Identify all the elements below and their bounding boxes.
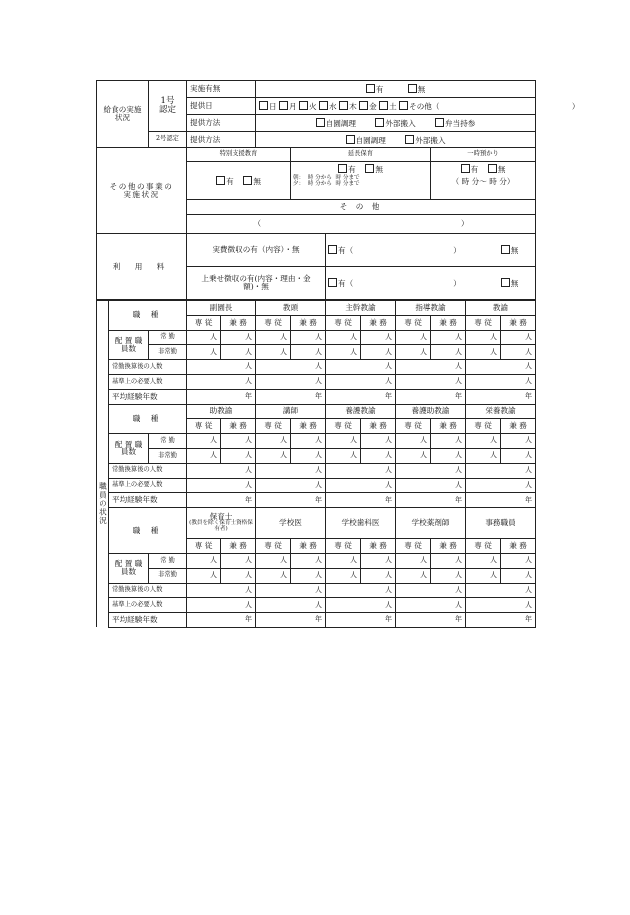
count-cell[interactable]: 人 <box>431 345 466 360</box>
yes-open: 有（ <box>338 279 354 289</box>
form-page <box>96 80 580 628</box>
summary-cell[interactable]: 年 <box>466 613 536 628</box>
summary-cell[interactable]: 年 <box>466 389 536 404</box>
evening-time <box>291 182 430 188</box>
full-time-header: 専 従 <box>396 419 431 434</box>
converted-label: 常勤換算後の人数 <box>109 583 187 598</box>
summary-cell[interactable]: 人 <box>256 478 326 493</box>
count-cell[interactable]: 人 <box>501 345 536 360</box>
summary-cell[interactable]: 人 <box>187 583 256 598</box>
part-time-header: 兼 務 <box>361 315 396 330</box>
count-cell[interactable]: 人 <box>221 568 256 583</box>
count-cell[interactable]: 人 <box>187 553 221 568</box>
count-cell[interactable]: 人 <box>326 434 361 449</box>
summary-cell[interactable]: 人 <box>396 478 466 493</box>
part-time-header: 兼 務 <box>431 315 466 330</box>
part-time-header: 兼 務 <box>291 315 326 330</box>
count-cell[interactable]: 人 <box>361 330 396 345</box>
job-name: 副園長 <box>187 301 256 316</box>
count-cell[interactable]: 人 <box>466 553 501 568</box>
summary-cell[interactable]: 人 <box>256 583 326 598</box>
extended-care-options <box>291 162 431 200</box>
yes-checkbox[interactable] <box>328 245 337 254</box>
full-time-header: 専 従 <box>396 539 431 554</box>
count-cell[interactable]: 人 <box>221 553 256 568</box>
full-time-header: 専 従 <box>187 315 221 330</box>
part-time-header: 兼 務 <box>431 539 466 554</box>
count-cell[interactable]: 人 <box>187 330 221 345</box>
day-checkbox[interactable] <box>279 101 288 110</box>
count-cell[interactable]: 人 <box>396 568 431 583</box>
summary-cell[interactable]: 人 <box>326 463 396 478</box>
count-cell[interactable]: 人 <box>431 330 466 345</box>
summary-cell[interactable]: 年 <box>326 389 396 404</box>
job-name: 指導教諭 <box>396 301 466 316</box>
count-cell[interactable]: 人 <box>221 448 256 463</box>
method-checkbox[interactable] <box>346 135 355 144</box>
regular-label: 常 勤 <box>149 330 187 345</box>
summary-cell[interactable]: 人 <box>466 478 536 493</box>
yes-checkbox[interactable] <box>366 84 375 93</box>
yes-checkbox[interactable] <box>461 164 470 173</box>
yes-label: 有 <box>470 165 479 174</box>
count-cell[interactable]: 人 <box>291 568 326 583</box>
count-cell[interactable]: 人 <box>466 448 501 463</box>
count-cell[interactable]: 人 <box>501 568 536 583</box>
no-checkbox[interactable] <box>365 164 374 173</box>
summary-cell[interactable]: 人 <box>187 478 256 493</box>
summary-cell[interactable]: 年 <box>396 613 466 628</box>
count-cell[interactable]: 人 <box>291 553 326 568</box>
day-checkbox[interactable] <box>319 101 328 110</box>
job-name: 養護助教諭 <box>396 404 466 419</box>
close-paren: ） <box>453 246 461 256</box>
job-title: 保育士 <box>209 512 233 522</box>
summary-cell[interactable]: 人 <box>466 583 536 598</box>
no-label: 無 <box>510 246 519 256</box>
time-from: 時 分から <box>307 180 332 187</box>
fees-label: 利 用 料 <box>97 234 187 300</box>
other-day-close: ） <box>571 102 580 112</box>
count-cell[interactable]: 人 <box>396 330 431 345</box>
temp-care-label: 一時預かり <box>431 148 536 162</box>
summary-cell[interactable]: 人 <box>256 360 326 375</box>
summary-cell[interactable]: 人 <box>256 463 326 478</box>
count-cell[interactable]: 人 <box>326 448 361 463</box>
count-cell[interactable]: 人 <box>466 568 501 583</box>
yes-checkbox[interactable] <box>328 278 337 287</box>
placement-label <box>109 330 149 360</box>
count-cell[interactable]: 人 <box>361 345 396 360</box>
method-label: 弁当持参 <box>445 119 476 129</box>
facility-status-form <box>96 80 580 300</box>
day-label: 水 <box>329 102 337 112</box>
day-label: 土 <box>389 102 397 112</box>
summary-cell[interactable]: 人 <box>187 598 256 613</box>
full-time-header: 専 従 <box>187 539 221 554</box>
close-paren: ） <box>453 279 461 289</box>
other-field[interactable] <box>187 215 536 234</box>
non-regular-label: 非常勤 <box>149 568 187 583</box>
count-cell[interactable]: 人 <box>256 330 291 345</box>
summary-cell[interactable]: 人 <box>326 374 396 389</box>
job-name: 学校薬剤師 <box>396 508 466 539</box>
full-time-header: 専 従 <box>326 419 361 434</box>
other-label: そ の 他 <box>187 200 536 215</box>
actual-cost-options <box>326 234 536 267</box>
regular-label: 常 勤 <box>149 434 187 449</box>
count-cell[interactable]: 人 <box>501 330 536 345</box>
count-cell[interactable]: 人 <box>291 330 326 345</box>
type2-label: 2号認定 <box>149 132 187 148</box>
meal-section-label: 給食の実施状況 <box>97 81 149 148</box>
required-label: 基準上の必要人数 <box>109 374 187 389</box>
time-to: 時 分まで <box>335 180 360 187</box>
method-checkbox[interactable] <box>375 118 384 127</box>
count-cell[interactable]: 人 <box>326 553 361 568</box>
count-cell[interactable]: 人 <box>431 553 466 568</box>
full-time-header: 専 従 <box>466 539 501 554</box>
regular-label: 常 勤 <box>149 553 187 568</box>
placement-text: 配 置 職員数 <box>114 439 143 457</box>
staff-section-label <box>97 301 109 628</box>
method-label-1: 提供方法 <box>187 115 256 132</box>
full-time-header: 専 従 <box>466 315 501 330</box>
yes-checkbox[interactable] <box>338 164 347 173</box>
count-cell[interactable]: 人 <box>396 448 431 463</box>
required-label: 基準上の必要人数 <box>109 478 187 493</box>
surcharge-options <box>326 267 536 300</box>
converted-label: 常勤換算後の人数 <box>109 360 187 375</box>
summary-cell[interactable]: 人 <box>466 463 536 478</box>
morning-label: 朝： <box>293 174 305 181</box>
part-time-header: 兼 務 <box>361 419 396 434</box>
summary-cell[interactable]: 年 <box>256 613 326 628</box>
count-cell[interactable]: 人 <box>221 330 256 345</box>
summary-cell[interactable]: 人 <box>466 598 536 613</box>
method-label: 外部搬入 <box>385 119 416 129</box>
method-checkbox[interactable] <box>405 135 414 144</box>
actual-cost-label: 実費徴収の有（内容）・無 <box>187 234 326 267</box>
placement-text: 配 置 職員数 <box>114 335 143 353</box>
method-checkbox[interactable] <box>316 118 325 127</box>
yes-open: 有（ <box>338 246 354 256</box>
no-label: 無 <box>253 176 261 186</box>
summary-cell[interactable]: 人 <box>466 374 536 389</box>
job-name: 教頭 <box>256 301 326 316</box>
special-support-label: 特別支援教育 <box>187 148 291 162</box>
implementation-options <box>256 81 536 98</box>
count-cell[interactable]: 人 <box>396 553 431 568</box>
part-time-header: 兼 務 <box>221 315 256 330</box>
non-regular-label: 非常勤 <box>149 448 187 463</box>
count-cell[interactable]: 人 <box>396 434 431 449</box>
summary-cell[interactable]: 人 <box>396 360 466 375</box>
part-time-header: 兼 務 <box>501 315 536 330</box>
job-name: 学校歯科医 <box>326 508 396 539</box>
yes-label: 有 <box>375 85 384 95</box>
count-cell[interactable]: 人 <box>291 448 326 463</box>
summary-cell[interactable]: 人 <box>326 360 396 375</box>
other-day-label: その他（ <box>409 102 440 112</box>
count-cell[interactable]: 人 <box>466 330 501 345</box>
count-cell[interactable]: 人 <box>466 434 501 449</box>
no-label: 無 <box>375 165 383 174</box>
job-name: 教諭 <box>466 301 536 316</box>
summary-cell[interactable]: 人 <box>326 583 396 598</box>
summary-cell[interactable]: 年 <box>466 493 536 508</box>
job-type-label: 職 種 <box>109 404 187 434</box>
method-label-2: 提供方法 <box>187 132 256 148</box>
required-label: 基準上の必要人数 <box>109 598 187 613</box>
summary-cell[interactable]: 人 <box>187 374 256 389</box>
count-cell[interactable]: 人 <box>361 568 396 583</box>
day-checkbox[interactable] <box>259 101 268 110</box>
count-cell[interactable]: 人 <box>466 345 501 360</box>
no-checkbox[interactable] <box>488 164 497 173</box>
full-time-header: 専 従 <box>256 539 291 554</box>
no-checkbox[interactable] <box>501 245 510 254</box>
count-cell[interactable]: 人 <box>431 434 466 449</box>
summary-cell[interactable]: 年 <box>256 493 326 508</box>
part-time-header: 兼 務 <box>361 539 396 554</box>
full-time-header: 専 従 <box>326 539 361 554</box>
method-options-1 <box>256 115 536 132</box>
job-note: (教員を除く保育士資格保有者) <box>189 520 253 533</box>
day-label: 日 <box>269 102 277 112</box>
summary-cell[interactable]: 人 <box>187 463 256 478</box>
no-checkbox[interactable] <box>408 84 417 93</box>
no-label: 無 <box>417 85 426 95</box>
day-label: 月 <box>289 102 297 112</box>
no-checkbox[interactable] <box>243 176 252 185</box>
job-name: 養護教諭 <box>326 404 396 419</box>
part-time-header: 兼 務 <box>501 419 536 434</box>
job-name: 学校医 <box>256 508 326 539</box>
part-time-header: 兼 務 <box>291 419 326 434</box>
surcharge-label: 上乗せ徴収の有(内容・理由・金額)・無 <box>187 267 326 300</box>
time-from: 時 分から <box>307 174 332 181</box>
method-label: 外部搬入 <box>415 135 446 145</box>
count-cell[interactable]: 人 <box>187 448 221 463</box>
day-checkbox[interactable] <box>339 101 348 110</box>
count-cell[interactable]: 人 <box>187 345 221 360</box>
avg-years-label: 平均経験年数 <box>109 613 187 628</box>
full-time-header: 専 従 <box>326 315 361 330</box>
special-support-options <box>187 162 291 200</box>
part-time-header: 兼 務 <box>291 539 326 554</box>
part-time-header: 兼 務 <box>221 419 256 434</box>
type1-label: 1号認定 <box>149 81 187 132</box>
avg-years-label: 平均経験年数 <box>109 493 187 508</box>
day-label: 火 <box>309 102 317 112</box>
count-cell[interactable]: 人 <box>326 345 361 360</box>
count-cell[interactable]: 人 <box>501 448 536 463</box>
method-checkbox[interactable] <box>435 118 444 127</box>
converted-label: 常勤換算後の人数 <box>109 463 187 478</box>
summary-cell[interactable]: 人 <box>396 374 466 389</box>
time-to: 時 分まで <box>335 174 360 181</box>
day-label: 木 <box>349 102 357 112</box>
days-options <box>256 98 580 115</box>
method-label: 自園調理 <box>355 135 386 145</box>
paren-close: ） <box>461 219 469 229</box>
count-cell[interactable]: 人 <box>256 434 291 449</box>
job-type-label: 職 種 <box>109 508 187 554</box>
summary-cell[interactable]: 人 <box>466 360 536 375</box>
summary-cell[interactable]: 人 <box>256 598 326 613</box>
summary-cell[interactable]: 年 <box>187 613 256 628</box>
count-cell[interactable]: 人 <box>431 568 466 583</box>
evening-label: 夕： <box>293 180 305 187</box>
full-time-header: 専 従 <box>396 315 431 330</box>
part-time-header: 兼 務 <box>501 539 536 554</box>
full-time-header: 専 従 <box>187 419 221 434</box>
summary-cell[interactable]: 人 <box>187 360 256 375</box>
yes-checkbox[interactable] <box>216 176 225 185</box>
count-cell[interactable]: 人 <box>501 434 536 449</box>
summary-cell[interactable]: 人 <box>396 598 466 613</box>
count-cell[interactable]: 人 <box>256 568 291 583</box>
count-cell[interactable]: 人 <box>291 345 326 360</box>
summary-cell[interactable]: 年 <box>187 389 256 404</box>
count-cell[interactable]: 人 <box>256 553 291 568</box>
full-time-header: 専 従 <box>466 419 501 434</box>
other-day-checkbox[interactable] <box>399 101 408 110</box>
job-name: 主幹教諭 <box>326 301 396 316</box>
placement-label <box>109 553 149 583</box>
day-label: 金 <box>369 102 377 112</box>
summary-cell[interactable]: 人 <box>396 583 466 598</box>
non-regular-label: 非常勤 <box>149 345 187 360</box>
summary-cell[interactable]: 人 <box>326 478 396 493</box>
count-cell[interactable]: 人 <box>187 434 221 449</box>
summary-cell[interactable]: 年 <box>326 493 396 508</box>
no-label: 無 <box>497 165 506 174</box>
count-cell[interactable]: 人 <box>326 330 361 345</box>
placement-label <box>109 434 149 464</box>
placement-text: 配 置 職員数 <box>114 559 143 577</box>
count-cell[interactable]: 人 <box>501 553 536 568</box>
staff-table <box>96 300 536 628</box>
count-cell[interactable]: 人 <box>396 345 431 360</box>
count-cell[interactable]: 人 <box>361 434 396 449</box>
count-cell[interactable]: 人 <box>361 448 396 463</box>
summary-cell[interactable]: 人 <box>396 463 466 478</box>
count-cell[interactable]: 人 <box>221 345 256 360</box>
summary-cell[interactable]: 人 <box>326 598 396 613</box>
count-cell[interactable]: 人 <box>361 553 396 568</box>
no-checkbox[interactable] <box>501 278 510 287</box>
summary-cell[interactable]: 人 <box>256 374 326 389</box>
count-cell[interactable]: 人 <box>291 434 326 449</box>
summary-cell[interactable]: 年 <box>396 493 466 508</box>
job-name: 栄養教諭 <box>466 404 536 419</box>
method-label: 自園調理 <box>325 119 357 129</box>
full-time-header: 専 従 <box>256 419 291 434</box>
days-label: 提供日 <box>187 98 256 115</box>
summary-cell[interactable]: 年 <box>187 493 256 508</box>
temp-care-options <box>431 162 536 200</box>
count-cell[interactable]: 人 <box>187 568 221 583</box>
staff-section-text: 職員の状況 <box>98 482 108 526</box>
count-cell[interactable]: 人 <box>221 434 256 449</box>
paren-open: （ <box>253 219 262 229</box>
job-name <box>187 508 256 539</box>
method-options-2 <box>256 132 536 148</box>
avg-years-label: 平均経験年数 <box>109 389 187 404</box>
implementation-label: 実施有無 <box>187 81 256 98</box>
day-checkbox[interactable] <box>379 101 388 110</box>
part-time-header: 兼 務 <box>431 419 466 434</box>
job-name: 助教諭 <box>187 404 256 419</box>
other-projects-label: その他の事業の実施状況 <box>97 148 187 234</box>
yes-label: 有 <box>348 165 356 174</box>
count-cell[interactable]: 人 <box>256 345 291 360</box>
day-checkbox[interactable] <box>299 101 308 110</box>
day-checkbox[interactable] <box>359 101 368 110</box>
yes-label: 有 <box>226 176 234 186</box>
summary-cell[interactable]: 年 <box>256 389 326 404</box>
part-time-header: 兼 務 <box>221 539 256 554</box>
extended-care-label: 延長保育 <box>291 148 431 162</box>
job-name: 事務職員 <box>466 508 536 539</box>
summary-cell[interactable]: 年 <box>396 389 466 404</box>
job-name: 講師 <box>256 404 326 419</box>
count-cell[interactable]: 人 <box>326 568 361 583</box>
summary-cell[interactable]: 年 <box>326 613 396 628</box>
full-time-header: 専 従 <box>256 315 291 330</box>
count-cell[interactable]: 人 <box>431 448 466 463</box>
no-label: 無 <box>510 279 519 289</box>
count-cell[interactable]: 人 <box>256 448 291 463</box>
temp-care-time: （ 時 分～ 時 分） <box>451 176 515 186</box>
job-type-label: 職 種 <box>109 301 187 331</box>
